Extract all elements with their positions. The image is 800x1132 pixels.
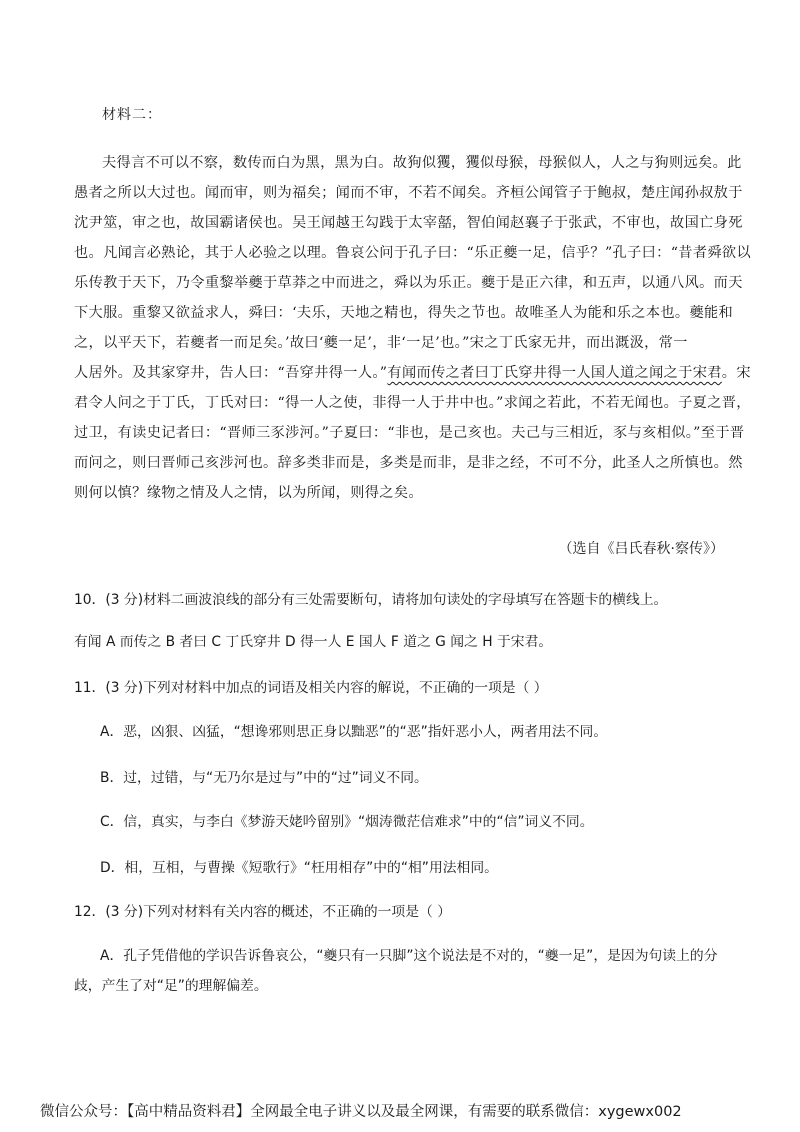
passage-line: 过卫，有读史记者曰：“晋师三豕涉河。”子夏曰：“非也，是己亥也。夫己与三相近，豕与亥相似。”至于晋 [74,425,745,441]
passage-line: 则何以慎？缘物之情及人之情，以为所闻，则得之矣。 [74,485,423,501]
passage-line: 下大服。重黎又欲益求人，舜曰：‘夫乐，天地之精也，得失之节也。故唯圣人为能和乐之本也。夔能和 [74,305,734,321]
passage-line: 愚者之所以大过也。闻而审，则为福矣；闻而不审，不若不闻矣。齐桓公闻管子于鲍叔，楚庄闻孙叔敖于 [74,185,743,201]
question-10-text: 有闻 A 而传之 B 者曰 C 丁氏穿井 D 得一人 E 国人 F 道之 G 闻之 H 于宋君。 [74,634,553,650]
passage-line: 而问之，则曰晋师己亥涉河也。辞多类非而是，多类是而非，是非之经，不可不分，此圣人之所慎也。然 [74,455,743,471]
classical-passage [74,148,751,508]
question-12-stem: 12．(3 分)下列对材料有关内容的概述，不正确的一项是（ ） [74,904,451,920]
passage-line-with-wavy [74,358,751,388]
passage-line: 也。凡闻言必熟论，其于人必验之以理。鲁哀公问于孔子曰：“乐正夔一足，信乎？”孔子曰：“昔者舜欲以 [74,245,751,261]
passage-line: 沈尹筮，审之也，故国霸诸侯也。吴王闻越王勾践于太宰嚭，智伯闻赵襄子于张武，不审也，故国亡身死 [74,215,743,231]
question-11-stem: 11．(3 分)下列对材料中加点的词语及相关内容的解说，不正确的一项是（ ） [74,680,548,696]
passage-line: 乐传教于天下，乃令重黎举夔于草莽之中而进之，舜以为乐正。夔于是正六律，和五声，以通八风。而天 [74,275,743,291]
passage-line: 君令人问之于丁氏，丁氏对曰：“得一人之使，非得一人于井中也。”求闻之若此，不若无闻也。子夏之晋， [74,395,751,411]
question-12-option-a-line2: 歧，产生了对“足”的理解偏差。 [74,978,268,994]
question-11-option-a: A．恶，凶狠、凶猛，“想谗邪则思正身以黜恶”的“恶”指奸恶小人，两者用法不同。 [100,724,608,740]
wavy-underlined-text: 有闻而传之者曰丁氏穿井得一人国人道之闻之于宋君 [387,365,722,381]
question-11-option-c: C．信，真实，与李白《梦游天姥吟留别》“烟涛微茫信难求”中的“信”词义不同。 [100,814,594,830]
question-12-option-a-line1: A．孔子凭借他的学识告诉鲁哀公，“夔只有一只脚”这个说法是不对的，“夔一足”，是因为句读上的分 [100,948,718,964]
footer-ad: 微信公众号：【高中精品资料君】全网最全电子讲义以及最全网课，有需要的联系微信：xygewx002 [40,1104,682,1120]
passage-line: 夫得言不可以不察，数传而白为黑，黑为白。故狗似玃，玃似母猴，母猴似人，人之与狗则远矣。此 [102,155,742,171]
material-title: 材料二： [102,107,162,123]
passage-source: （选自《吕氏春秋·察传》） [558,541,724,557]
question-11-option-d: D．相，互相，与曹操《短歌行》“枉用相存”中的“相”用法相同。 [100,860,498,876]
question-10-stem: 10．(3 分)材料二画波浪线的部分有三处需要断句，请将加句读处的字母填写在答题卡的横线上。 [74,592,668,608]
question-11-option-b: B．过，过错，与“无乃尔是过与”中的“过”词义不同。 [100,770,428,786]
passage-line-tail: 。宋 [721,365,751,381]
passage-line-head: 人居外。及其家穿井，告人曰：“吾穿井得一人。” [74,365,388,381]
passage-line: 之，以平天下，若夔者一而足矣。’故曰‘夔一足’，非‘一足’也。”宋之丁氏家无井，而出溉汲，常一 [74,335,688,351]
